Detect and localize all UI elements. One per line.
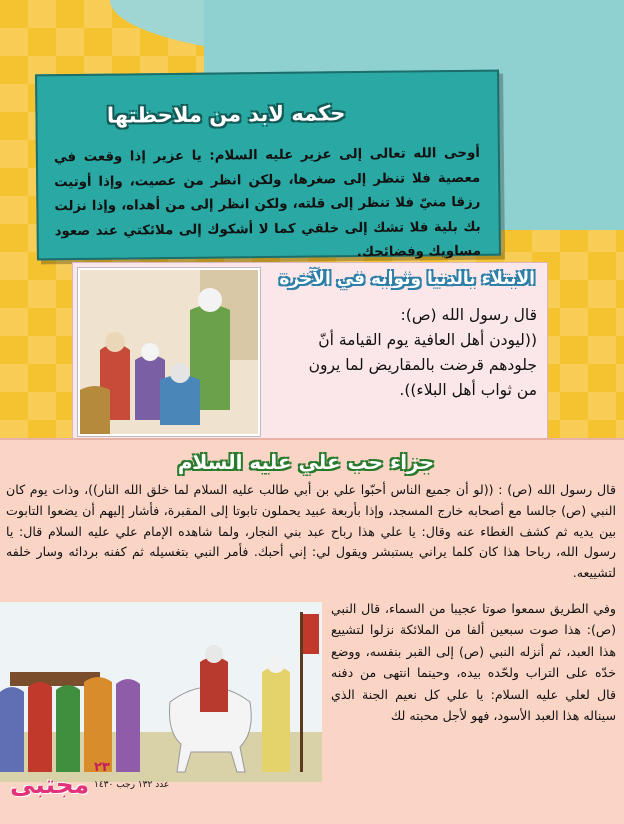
trial-line-1: قال رسول الله (ص):	[400, 306, 537, 324]
trial-text	[267, 303, 537, 403]
ali-love-text-continued: وفي الطريق سمعوا صوتا عجيبا من السماء، قال النبي (ص): هذا صوت سبعين ألفا من الملائكة نزلوا لتشييع هذا العبد، ثم أنزله النبي (ص) إلى القبر بنفسه، ووضع خدّه على التراب ولحّده بيده، وحينما انتهى من دفنه قال لعلي عليه السلام: يا علي كل نعيم الجنة الذي سيناله هذا العبد الأسود، فهو لأجل محبته لك	[331, 601, 616, 724]
trial-line-4: من ثواب أهل البلاء)).	[399, 381, 537, 399]
wisdom-box	[35, 70, 501, 261]
trial-title: الابتلاء بالدنيا وثوابه في الآخرة	[279, 269, 535, 289]
ali-love-title: جزاء حب علي عليه السلام	[177, 450, 434, 474]
trial-line-2: ((ليودن أهل العافية يوم القيامة أنّ	[318, 331, 537, 349]
wisdom-text: أوحى الله تعالى إلى عزير عليه السلام: يا عزير إذا وقعت في معصية فلا تنظر إلى صغرها، ولكن انظر من عصيت، وإذا أوتيت رزقا منيّ فلا تنظر إلى قلته، ولكن انظر إلى من أهداه، وإذا نزلت بك بلية فلا تشك إلى خلقي كما لا أشكوك إلى ملائكتي عند صعود مساويك وفضائحك.	[53, 145, 481, 261]
issue-info: عدد ١٣٢ رجب ١٤٣٠	[94, 780, 170, 790]
trial-line-3: جلودهم قرضت بالمقاريض لما يرون	[308, 356, 537, 374]
page-number: ٢٣	[94, 760, 110, 775]
magazine-logo: مجتبى	[10, 770, 90, 799]
wisdom-title: حكمه لابد من ملاحظتها	[106, 101, 346, 128]
funeral-procession-illustration	[0, 602, 322, 782]
gathering-illustration	[78, 268, 260, 436]
ali-love-text: قال رسول الله (ص) : ((لو أن جميع الناس أحبّوا علي بن أبي طالب عليه السلام لما خلق الله النار))، وذات يوم كان النبي (ص) جالسا مع أصحابه خارج المسجد، وإذا بأربعة عبيد يحملون تابوتا إلى المقبرة، فأشار إليهم أن يضعوا التابوت بين يديه ثم كشف الغطاء عنه وقال: يا علي هذا رباح عبد بني النجار، ولما شاهده الإمام علي عليه السلام قال: يا رسول الله، رباحا هذا كان كلما يراني يستبشر ويقول لي: إني أحبك. فأمر النبي بتغسيله ثم كفنه بردائه وسار خلفه لتشييعه.	[6, 482, 616, 581]
